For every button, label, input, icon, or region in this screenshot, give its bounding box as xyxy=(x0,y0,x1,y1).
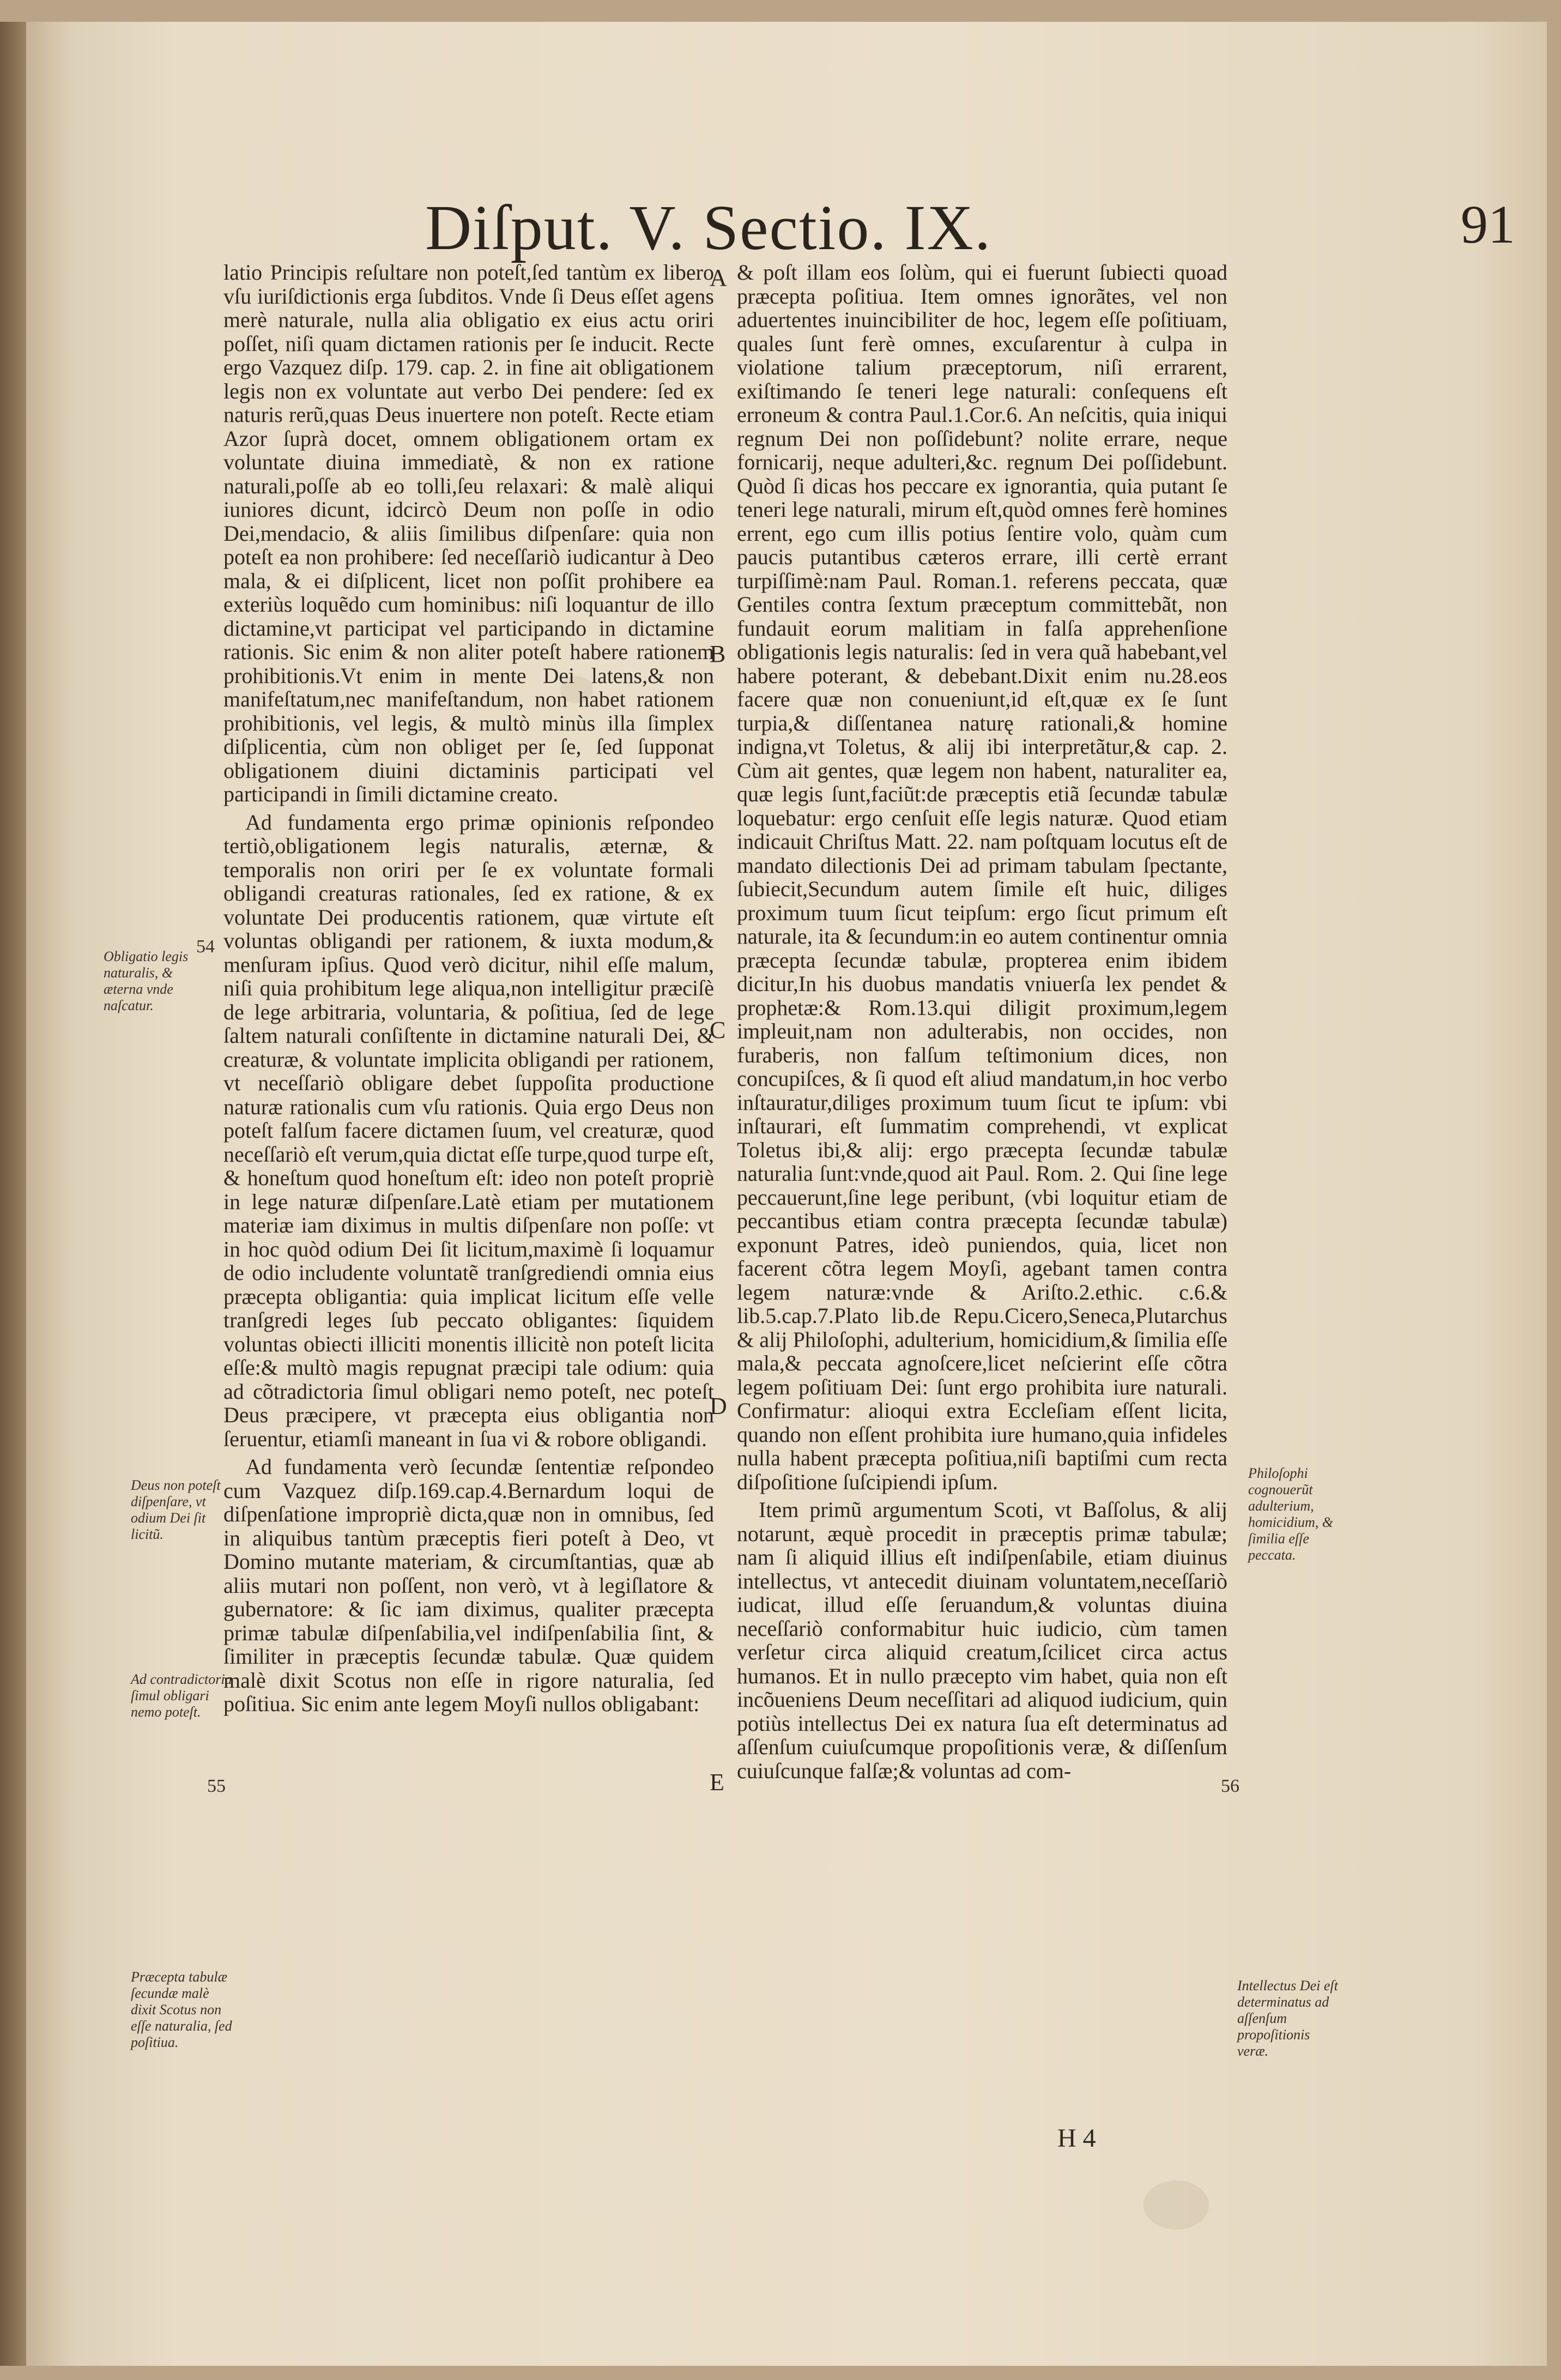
section-letter-e: E xyxy=(710,1769,724,1796)
section-letter-b: B xyxy=(710,641,726,667)
paragraph: Ad fundamenta ergo primæ opinionis reſpondeo tertiò,obligationem legis naturalis, æternæ, & temporalis non oriri per ſe ex voluntate formali obligandi creaturas rationales, ſed ex ratione, & ex voluntate Dei producentis rationem, quæ virtute eſt voluntas obligandi per rationem, & iuxta modum,& menſuram ipſius. Quod verò dicitur, nihil eſſe malum, niſi quia prohibitum lege aliqua,non intelligitur præciſè de lege arbitraria, voluntaria, & poſitiua, ſed de lege ſaltem naturali conſiſtente in dictamine naturali Dei, & creaturæ, & voluntate implicita obligandi per rationem, vt neceſſariò obligare debet ſuppoſita productione naturæ rationalis cum vſu rationis. Quia ergo Deus non poteſt falſum facere dictamen ſuum, vel creaturæ, quod neceſſariò eſt verum,quia dictat eſſe turpe,quod turpe eſt, & honeſtum quod honeſtum eſt: ideo non poteſt propriè in lege naturæ diſpenſare.Latè etiam per mutationem materiæ iam diximus in multis diſpenſare non poſſe: vt in hoc quòd odium Dei ſit licitum,maximè ſi loquamur de odio includente voluntatẽ tranſgrediendi omnia eius præcepta obligantia: quia implicat licitum eſſe velle tranſgredi leges ſub peccato obligantes: ſiquidem voluntas obiecti illiciti monentis illicitè non poteſt licita eſſe:& multò magis repugnat præcipi tale odium: quia ad cõtradictoria ſimul obligari nemo poteſt, nec poteſt Deus præcipere, vt præcepta eius obligantia non ſeruentur, etiamſi maneant in ſua vi & robore obligandi. xyxy=(223,810,714,1451)
margin-number: 54 xyxy=(196,937,215,957)
paragraph: & poſt illam eos ſolùm, qui ei fuerunt ſubiecti quoad præcepta poſitiua. Item omnes ignorãtes, vel non aduertentes inuincibiliter de hoc, legem eſſe poſitiuam, quales ſunt ferè omnes, excuſarentur à culpa in violatione talium præceptorum, niſi errarent, exiſtimando ſe teneri lege naturali: conſequens eſt erroneum & contra Paul.1.Cor.6. An neſcitis, quia iniqui regnum Dei non poſſidebunt? nolite errare, neque fornicarij, neque adulteri,&c. regnum Dei poſſidebunt. Quòd ſi dicas hos peccare ex ignorantia, quia putant ſe teneri lege naturali, mirum eſt,quòd omnes ferè homines errent, ego cum illis potius ſentire volo, quàm cum paucis putantibus cæteros errare, illi certè errant turpiſſimè:nam Paul. Roman.1. referens peccata, quæ Gentiles contra ſextum præceptum committebãt, non fundauit eorum malitiam in falſa apprehenſione obligationis legis naturalis: ſed in vera quã habebant,vel habere poterant, & debebant.Dixit enim nu.28.eos facere quæ non conueniunt,id eſt,quæ ex ſe ſunt turpia,& diſſentanea naturę rationali,& homine indigna,vt Toletus, & alij ibi interpretãtur,& cap. 2. Cùm ait gentes, quæ legem non habent, naturaliter ea, quæ legis ſunt,faciũt:de præceptis etiã ſecundæ tabulæ loquebatur: ergo cenſuit eſſe legis naturæ. Quod etiam indicauit Chriſtus Matt. 22. nam poſtquam locutus eſt de mandato dilectionis Dei ad primam tabulam ſpectante, ſubiecit,Secundum autem ſimile eſt huic, diliges proximum tuum ſicut teipſum: ergo ſicut primum eſt naturale, ita & ſecundum:in eo autem continentur omnia præcepta ſecundæ tabulæ, propterea enim ibidem dicitur,In his duobus mandatis vniuerſa lex pendet & prophetæ:& Rom.13.qui diligit proximum,legem impleuit,nam non adulterabis, non occides, non furaberis, non falſum teſtimonium dices, non concupiſces, & ſi quod eſt aliud mandatum,in hoc verbo inſtauratur,diliges proximum tuum ſicut te ipſum: vbi inſtaurari, eſt ſummatim comprehendi, vt explicat Toletus ibi,& alij: ergo præcepta ſecundæ tabulæ naturalia ſunt:vnde,quod ait Paul. Rom. 2. Qui ſine lege peccauerunt,ſine lege peribunt, (vbi loquitur etiam de peccantibus etiam contra præcepta ſecundæ tabulæ) exponunt Patres, ideò puniendos, quia, licet non facerent cõtra legem Moyſi, agebant tamen contra legem naturæ:vnde & Ariſto.2.ethic. c.6.& lib.5.cap.7.Plato lib.de Repu.Cicero,Seneca,Plutarchus & alij Philoſophi, adulterium, homicidium,& ſimilia eſſe mala,& peccata agnoſcere,licet neſcierint eſſe cõtra legem poſitiuam Dei: ſunt ergo prohibita iure naturali. Confirmatur: alioqui extra Eccleſiam eſſent licita, quando non eſſent prohibita iure humano,quia infideles nulla habent præcepta poſitiua,niſi baptiſmi cum recta diſpoſitione ſuſcipiendi ipſum. xyxy=(737,260,1227,1494)
section-letter-a: A xyxy=(710,264,727,291)
paragraph: latio Principis reſultare non poteſt,ſed tantùm ex libero vſu iuriſdictionis erga ſubditos. Vnde ſi Deus eſſet agens merè naturale, nulla alia obligatio ex eius actu oriri poſſet, niſi quam dictamen rationis per ſe inducit. Recte ergo Vazquez diſp. 179. cap. 2. in fine ait obligationem legis non ex voluntate aut verbo Dei pendere: ſed ex naturis rerũ,quas Deus inuertere non poteſt. Recte etiam Azor ſuprà docet, omnem obligationem ortam ex voluntate diuina immediatè, & non ex ratione naturali,poſſe ab eo tolli,ſeu relaxari: & malè aliqui iuniores dicunt, idcircò Deum non poſſe in odio Dei,mendacio, & aliis ſimilibus diſpenſare: quia non poteſt ea non prohibere: ſed neceſſariò iudicantur à Deo mala, & ei diſplicent, licet non poſſit prohibere ea exteriùs loquẽdo cum hominibus: niſi loquantur de illo dictamine,vt participat vel participando in dictamine rationis. Sic enim & non aliter poteſt habere rationem prohibitionis.Vt enim in mente Dei latens,& non manifeſtatum,nec manifeſtandum, non habet rationem prohibitionis, vel legis, & multò minùs illa ſimplex diſplicentia, cùm non obliget per ſe, ſed ſupponat obligationem diuini dictaminis participati vel participandi in ſimili dictamine creato. xyxy=(223,260,714,806)
margin-note-ad-contradictoria: Ad contradictoria ſimul obligari nemo poteſt. xyxy=(131,1671,232,1720)
running-title: Diſput. V. Sectio. IX. xyxy=(425,192,992,263)
margin-note-obligatio: Obligatio legis naturalis, & æterna vnde naſcatur. xyxy=(104,949,189,1013)
right-column xyxy=(737,261,1227,1787)
signature-mark: H 4 xyxy=(1057,2124,1096,2153)
margin-number: 56 xyxy=(1221,1776,1239,1796)
margin-number: 55 xyxy=(207,1776,226,1796)
margin-note-deus-non-potest: Deus non poteſt diſpenſare, vt odium Dei ſit licitũ. xyxy=(131,1477,221,1542)
margin-note-praecepta: Præcepta tabulæ ſecundæ malè dixit Scotus non eſſe naturalia, ſed poſitiua. xyxy=(131,1969,232,2050)
section-letter-c: C xyxy=(710,1017,726,1043)
margin-note-intellectus: Intellectus Dei eſt determinatus ad aſſenſum propoſitionis veræ. xyxy=(1237,1978,1338,2059)
left-column xyxy=(223,261,714,1720)
paper-stain xyxy=(1143,2180,1209,2230)
section-letter-d: D xyxy=(710,1393,727,1419)
page-number: 91 xyxy=(1461,194,1515,255)
paragraph: Ad fundamenta verò ſecundæ ſententiæ reſpondeo cum Vazquez diſp.169.cap.4.Bernardum loqui de diſpenſatione impropriè dicta,quæ non in omnibus, ſed in aliquibus tantùm præceptis fieri poteſt à Deo, vt Domino mutante materiam, & circumſtantias, quæ ab aliis mutari non poſſent, non verò, vt à legiſlatore & gubernatore: & ſic iam diximus, qualiter præcepta primæ tabulæ diſpenſabilia,vel indiſpenſabilia ſint, & ſimiliter in præceptis ſecundæ tabulæ. Quæ quidem malè dixit Scotus non eſſe in rigore naturalia, ſed poſitiua. Sic enim ante legem Moyſi nullos obligabant: xyxy=(223,1454,714,1716)
margin-note-philosophi: Philoſophi cognouerũt adulterium, homicidium, & ſimilia eſſe peccata. xyxy=(1248,1465,1333,1563)
paragraph: Item primũ argumentum Scoti, vt Baſſolus, & alij notarunt, æquè procedit in præceptis primæ tabulæ; nam ſi aliquid illius eſt indiſpenſabile, etiam diuinus intellectus, vt antecedit diuinam voluntatem,neceſſariò iudicat, illud eſſe ſeruandum,& voluntas diuina neceſſariò conformabitur huic iudicio, cùm tamen verſetur circa aliquid creatum,ſcilicet circa actus humanos. Et in nullo præcepto vim habet, quia non eſt incõueniens Deum neceſſitari ad aliquod iudicium, quin potiùs intellectus Dei ex natura ſua eſt determinatus ad aſſenſum cuiuſcumque propoſitionis veræ, & diſſenſum cuiuſcunque falſæ;& voluntas ad com- xyxy=(737,1497,1227,1783)
